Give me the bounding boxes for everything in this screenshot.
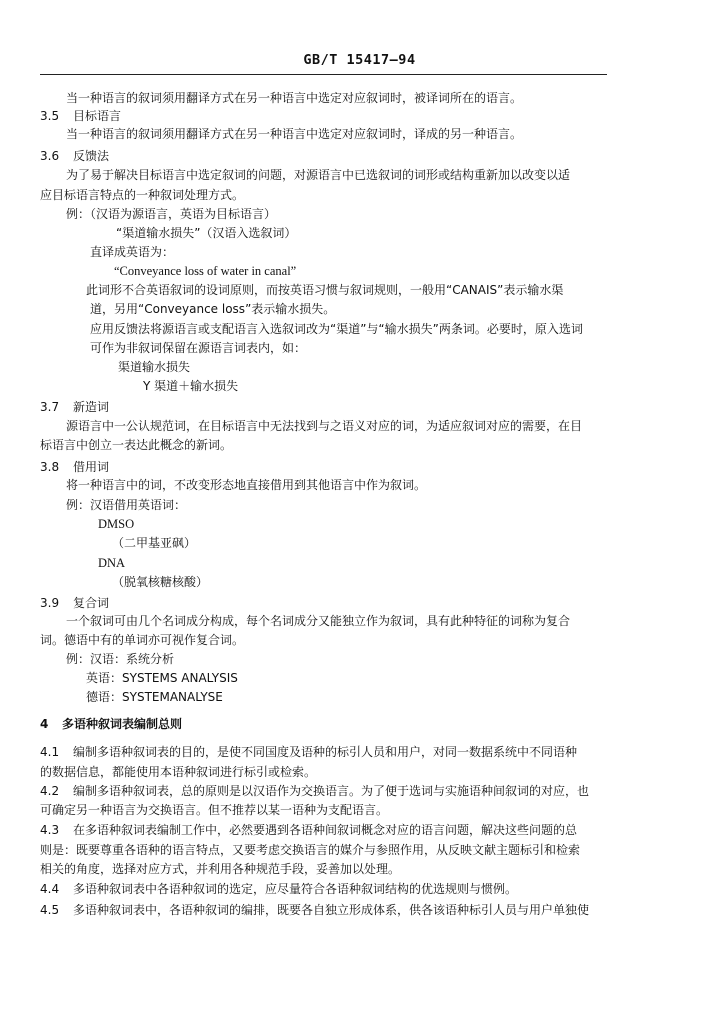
text-line: 的数据信息，都能使用本语种叙词进行标引或检索。 bbox=[40, 765, 317, 779]
numbered-paragraph bbox=[40, 882, 517, 897]
text-line: 源语言中一公认规范词，在目标语言中无法找到与之语义对应的词，为适应叙词对应的需要，在目 bbox=[66, 419, 583, 433]
standard-code-header: GB/T 15417—94 bbox=[303, 52, 416, 68]
section-number: 3.9 bbox=[40, 596, 60, 610]
text-line: 可作为非叙词保留在源语言词表内，如： bbox=[90, 341, 307, 355]
text-line: 相关的角度，选择对应方式，并利用各种规范手段，妥善加以处理。 bbox=[40, 862, 401, 876]
header-rule bbox=[40, 74, 607, 75]
chapter-heading bbox=[40, 717, 182, 732]
numbered-paragraph bbox=[40, 903, 589, 918]
text-line: 则是：既要尊重各语种的语言特点，又要考虑交换语言的媒介与参照作用，从反映文献主题标引和检索 bbox=[40, 843, 581, 857]
section-number: 4.4 bbox=[40, 882, 60, 896]
text-line: 渠道输水损失 bbox=[118, 360, 191, 374]
section-number: 4.1 bbox=[40, 745, 60, 759]
section-number: 3.8 bbox=[40, 460, 60, 474]
text-line: 标语言中创立一表达此概念的新词。 bbox=[40, 438, 233, 452]
text-line: 例：汉语：系统分析 bbox=[66, 652, 175, 666]
section-number: 4 bbox=[40, 717, 49, 731]
section-number: 3.6 bbox=[40, 149, 60, 163]
text-line: 应用反馈法将源语言或支配语言入选叙词改为“渠道”与“输水损失”两条词。必要时，原入选词 bbox=[90, 322, 583, 336]
text-line: 当一种语言的叙词须用翻译方式在另一种语言中选定对应叙词时，译成的另一种语言。 bbox=[66, 127, 523, 141]
text-line: 将一种语言中的词，不改变形态地直接借用到其他语言中作为叙词。 bbox=[66, 478, 427, 492]
section-title: 目标语言 bbox=[73, 109, 122, 123]
text-line: 德语：SYSTEMANALYSE bbox=[86, 690, 223, 704]
section-heading bbox=[40, 109, 121, 124]
paragraph-text: 编制多语种叙词表，总的原则是以汉语作为交换语言。为了便于选词与实施语种间叙词的对应，也 bbox=[73, 784, 590, 798]
text-line: （二甲基亚砜） bbox=[112, 536, 197, 550]
text-line: “渠道输水损失”（汉语入选叙词） bbox=[116, 226, 297, 240]
numbered-paragraph bbox=[40, 784, 589, 799]
text-line: 为了易于解决目标语言中选定叙词的问题，对源语言中已选叙词的词形或结构重新加以改变以适 bbox=[66, 168, 571, 182]
text-line: DMSO bbox=[98, 517, 135, 531]
section-number: 4.2 bbox=[40, 784, 60, 798]
text-line: 当一种语言的叙词须用翻译方式在另一种语言中选定对应叙词时，被译词所在的语言。 bbox=[66, 91, 523, 105]
section-title: 复合词 bbox=[73, 596, 110, 610]
text-line: 例：汉语借用英语词： bbox=[66, 498, 187, 512]
text-line: 可确定另一种语言为交换语言。但不推荐以某一语种为支配语言。 bbox=[40, 803, 389, 817]
section-heading bbox=[40, 596, 109, 611]
text-line: “Conveyance loss of water in canal” bbox=[114, 264, 297, 278]
text-line: （脱氧核糖核酸） bbox=[112, 575, 209, 589]
paragraph-text: 编制多语种叙词表的目的，是使不同国度及语种的标引人员和用户，对同一数据系统中不同语种 bbox=[73, 745, 578, 759]
numbered-paragraph bbox=[40, 823, 577, 838]
text-line: 此词形不合英语叙词的设词原则，而按英语习惯与叙词规则，一般用“CANAIS”表示输水渠 bbox=[86, 283, 564, 297]
section-title: 多语种叙词表编制总则 bbox=[62, 717, 183, 731]
section-heading bbox=[40, 460, 109, 475]
text-line: 应目标语言特点的一种叙词处理方式。 bbox=[40, 188, 245, 202]
section-heading bbox=[40, 400, 109, 415]
section-number: 4.5 bbox=[40, 903, 60, 917]
section-heading bbox=[40, 149, 109, 164]
text-line: 词。德语中有的单词亦可视作复合词。 bbox=[40, 633, 245, 647]
text-line: 例：（汉语为源语言，英语为目标语言） bbox=[66, 207, 277, 221]
section-title: 新造词 bbox=[73, 400, 110, 414]
section-number: 3.5 bbox=[40, 109, 60, 123]
text-line: DNA bbox=[98, 556, 126, 570]
section-number: 3.7 bbox=[40, 400, 60, 414]
text-line: Y 渠道＋输水损失 bbox=[143, 379, 239, 393]
text-line: 直译成英语为： bbox=[90, 245, 175, 259]
paragraph-text: 多语种叙词表中，各语种叙词的编排，既要各自独立形成体系，供各该语种标引人员与用户单独使 bbox=[73, 903, 590, 917]
paragraph-text: 在多语种叙词表编制工作中，必然要遇到各语种间叙词概念对应的语言问题，解决这些问题的总 bbox=[73, 823, 578, 837]
section-title: 反馈法 bbox=[73, 149, 110, 163]
section-number: 4.3 bbox=[40, 823, 60, 837]
text-line: 道，另用“Conveyance loss”表示输水损失。 bbox=[90, 302, 336, 316]
text-line: 一个叙词可由几个名词成分构成，每个名词成分又能独立作为叙词，具有此种特征的词称为复合 bbox=[66, 614, 571, 628]
numbered-paragraph bbox=[40, 745, 577, 760]
text-line: 英语：SYSTEMS ANALYSIS bbox=[86, 671, 238, 685]
section-title: 借用词 bbox=[73, 460, 110, 474]
paragraph-text: 多语种叙词表中各语种叙词的选定，应尽量符合各语种叙词结构的优选规则与惯例。 bbox=[73, 882, 518, 896]
